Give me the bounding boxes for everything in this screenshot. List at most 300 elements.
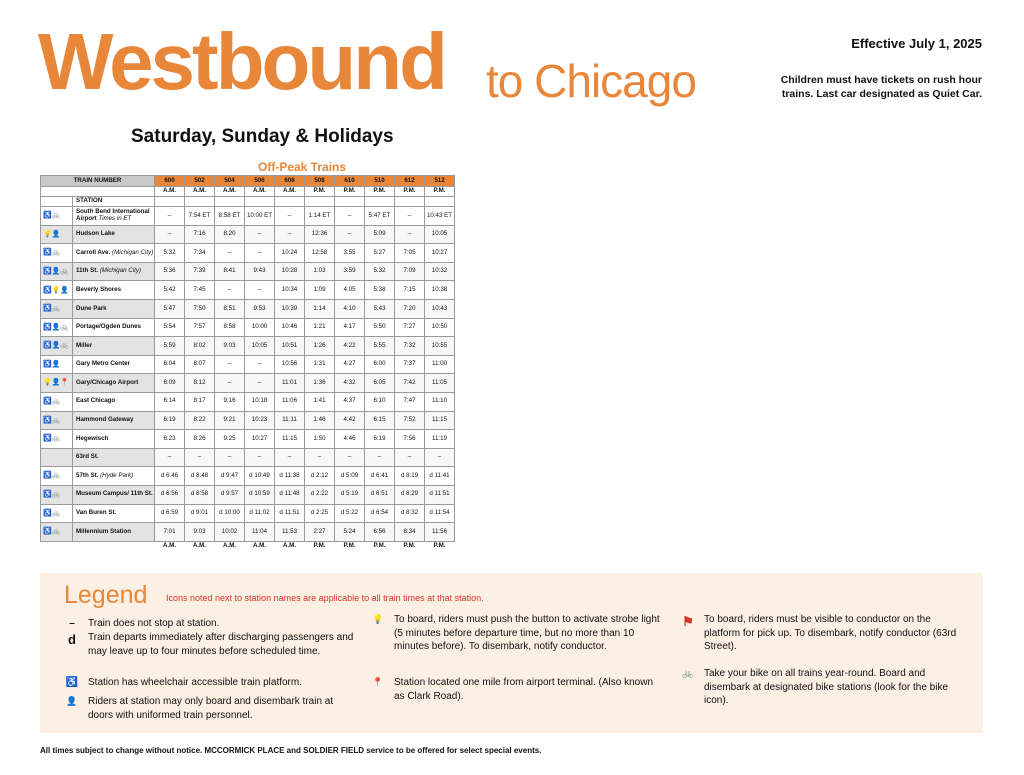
time-cell: –	[275, 207, 305, 226]
table-row	[41, 225, 455, 244]
time-cell: 1:26	[305, 337, 335, 356]
ampm-label: P.M.	[335, 187, 365, 197]
legend-text: Station has wheelchair accessible train platform.	[88, 677, 302, 688]
train-number: 608	[275, 176, 305, 187]
time-cell: 8:07	[185, 355, 215, 374]
legend-text: To board, riders must be visible to conductor on the platform for pick up. To disembark, notify conductor (63rd Street).	[704, 614, 957, 652]
time-cell: 1:09	[305, 281, 335, 300]
time-cell: –	[245, 244, 275, 263]
time-cell: 9:21	[215, 411, 245, 430]
legend-text: Station located one mile from airport terminal. (Also known as Clark Road).	[394, 677, 654, 702]
legend-item-wheelchair	[64, 676, 354, 690]
time-cell: –	[425, 448, 455, 467]
time-cell: 10:00	[245, 318, 275, 337]
time-cell: 6:15	[365, 411, 395, 430]
time-cell: –	[395, 225, 425, 244]
footer-disclaimer: All times subject to change without notice. MCCORMICK PLACE and SOLDIER FIELD service to be offered for select special events.	[40, 746, 542, 755]
time-cell: 1:46	[305, 411, 335, 430]
ampm-label: P.M.	[425, 187, 455, 197]
time-cell: –	[245, 355, 275, 374]
table-row	[41, 523, 455, 542]
time-cell: –	[365, 448, 395, 467]
time-cell: –	[215, 281, 245, 300]
time-cell: d 8:58	[185, 485, 215, 504]
legend-note: Icons noted next to station names are applicable to all train times at that station.	[166, 593, 484, 603]
time-cell: 7:56	[395, 430, 425, 449]
time-cell: 12:36	[305, 225, 335, 244]
time-cell: 7:32	[395, 337, 425, 356]
station-cell	[73, 318, 155, 337]
time-cell: 7:47	[395, 392, 425, 411]
time-cell: 10:28	[275, 262, 305, 281]
time-cell: 10:50	[425, 318, 455, 337]
time-cell: 10:46	[275, 318, 305, 337]
wheelchair-icon: ♿	[65, 677, 79, 688]
time-cell: –	[245, 374, 275, 393]
time-cell: 11:56	[425, 523, 455, 542]
time-cell: 9:43	[245, 262, 275, 281]
station-name: Gary Metro Center	[76, 360, 130, 368]
table-row	[41, 262, 455, 281]
station-cell	[73, 225, 155, 244]
time-cell: d 2:12	[305, 467, 335, 486]
time-cell: –	[155, 448, 185, 467]
time-cell: 5:27	[365, 244, 395, 263]
empty-cell	[215, 197, 245, 207]
train-number-label: TRAIN NUMBER	[41, 176, 155, 187]
train-number: 510	[365, 176, 395, 187]
schedule-table	[40, 175, 455, 551]
train-number: 512	[425, 176, 455, 187]
time-cell: 10:05	[245, 337, 275, 356]
time-cell: 6:10	[365, 392, 395, 411]
station-cell	[73, 411, 155, 430]
time-cell: 7:09	[395, 262, 425, 281]
ampm-label: A.M.	[192, 542, 207, 550]
page-title: Westbound	[38, 17, 446, 106]
station-icons: ♿👤🚲	[41, 337, 73, 356]
station-name: Miller	[76, 341, 93, 349]
table-row	[41, 207, 455, 226]
legend-item-d	[64, 631, 354, 658]
time-cell: 8:41	[215, 262, 245, 281]
station-cell	[73, 281, 155, 300]
ampm-label: P.M.	[373, 542, 386, 550]
station-name: East Chicago	[76, 397, 116, 405]
ampm-label: A.M.	[252, 542, 267, 550]
empty-cell	[275, 197, 305, 207]
legend-text: Train does not stop at station.	[88, 618, 220, 629]
time-cell: 1:50	[305, 430, 335, 449]
legend-text: Take your bike on all trains year-round. Board and disembark at designated bike stations (look for the bike icon).	[704, 668, 949, 706]
station-cell	[73, 448, 155, 467]
time-cell: 4:27	[335, 355, 365, 374]
time-cell: –	[275, 225, 305, 244]
time-cell: 10:27	[425, 244, 455, 263]
time-cell: 8:51	[215, 299, 245, 318]
station-icons	[41, 448, 73, 467]
station-icons: ♿👤	[41, 355, 73, 374]
station-cell	[73, 355, 155, 374]
dash-icon: –	[69, 618, 75, 629]
time-cell: 7:16	[185, 225, 215, 244]
time-cell: 7:05	[395, 244, 425, 263]
empty-cell	[305, 197, 335, 207]
time-cell: 10:34	[275, 281, 305, 300]
time-cell: 7:54 ET	[185, 207, 215, 226]
time-cell: 8:58	[215, 318, 245, 337]
table-row	[41, 318, 455, 337]
time-cell: 11:53	[275, 523, 305, 542]
station-name: Portage/Ogden Dunes	[76, 323, 141, 331]
station-cell	[73, 374, 155, 393]
time-cell: 10:55	[425, 337, 455, 356]
time-cell: d 6:46	[155, 467, 185, 486]
time-cell: 5:47 ET	[365, 207, 395, 226]
time-cell: 3:55	[335, 244, 365, 263]
time-cell: 8:34	[395, 523, 425, 542]
table-row	[41, 355, 455, 374]
station-cell	[73, 485, 155, 504]
table-row	[41, 374, 455, 393]
time-cell: –	[155, 207, 185, 226]
table-row	[41, 281, 455, 300]
time-cell: d 8:19	[395, 467, 425, 486]
empty-cell	[185, 197, 215, 207]
legend-item-personnel	[64, 695, 354, 722]
station-note: (Michigan City)	[112, 248, 154, 256]
ampm-row	[41, 187, 455, 197]
station-cell	[73, 299, 155, 318]
time-cell: d 11:51	[275, 504, 305, 523]
time-cell: 7:42	[395, 374, 425, 393]
time-cell: d 6:59	[155, 504, 185, 523]
time-cell: 11:04	[245, 523, 275, 542]
ampm-label: A.M.	[155, 187, 185, 197]
time-cell: 7:27	[395, 318, 425, 337]
strobe-light-icon: 💡	[372, 614, 384, 624]
station-icons: 💡👤📍	[41, 374, 73, 393]
time-cell: 4:42	[335, 411, 365, 430]
station-name: 11th St.	[76, 267, 99, 275]
empty-cell	[245, 197, 275, 207]
table-row	[41, 411, 455, 430]
time-cell: –	[215, 374, 245, 393]
time-cell: 7:57	[185, 318, 215, 337]
time-cell: –	[215, 355, 245, 374]
time-cell: 3:59	[335, 262, 365, 281]
ampm-footer-row	[41, 541, 455, 551]
time-cell: –	[395, 207, 425, 226]
time-cell: 10:51	[275, 337, 305, 356]
time-cell: 1:14 ET	[305, 207, 335, 226]
ampm-label: P.M.	[313, 542, 326, 550]
time-cell: –	[305, 448, 335, 467]
time-cell: d 9:47	[215, 467, 245, 486]
time-cell: 5:32	[155, 244, 185, 263]
time-cell: 11:05	[425, 374, 455, 393]
table-row	[41, 485, 455, 504]
legend-box	[40, 573, 983, 733]
ampm-label: A.M.	[275, 187, 305, 197]
empty-cell	[395, 197, 425, 207]
station-icons: ♿🚲	[41, 467, 73, 486]
time-cell: –	[215, 448, 245, 467]
time-cell: 5:24	[335, 523, 365, 542]
legend-item-airport	[370, 676, 660, 703]
ampm-label: A.M.	[222, 542, 237, 550]
page-title-sub: to Chicago	[486, 55, 696, 107]
time-cell: 4:32	[335, 374, 365, 393]
ampm-label: P.M.	[305, 187, 335, 197]
train-number: 612	[395, 176, 425, 187]
station-cell	[73, 337, 155, 356]
time-cell: 10:27	[245, 430, 275, 449]
time-cell: 11:01	[275, 374, 305, 393]
time-cell: 4:10	[335, 299, 365, 318]
ampm-label: P.M.	[343, 542, 356, 550]
time-cell: d 11:02	[245, 504, 275, 523]
time-cell: –	[245, 281, 275, 300]
ampm-blank	[41, 187, 155, 197]
off-peak-label: Off-Peak Trains	[258, 160, 347, 174]
time-cell: 6:56	[365, 523, 395, 542]
time-cell: 10:43 ET	[425, 207, 455, 226]
time-cell: 5:55	[365, 337, 395, 356]
time-cell: 9:25	[215, 430, 245, 449]
time-cell: d 5:22	[335, 504, 365, 523]
station-cell	[73, 430, 155, 449]
time-cell: 8:02	[185, 337, 215, 356]
time-cell: 5:32	[365, 262, 395, 281]
ampm-label: A.M.	[185, 187, 215, 197]
time-cell: 8:26	[185, 430, 215, 449]
station-icons: ♿👤🚲	[41, 318, 73, 337]
time-cell: –	[275, 448, 305, 467]
time-cell: 11:15	[425, 411, 455, 430]
station-name: Dune Park	[76, 304, 107, 312]
time-cell: d 11:51	[425, 485, 455, 504]
ticket-notice: Children must have tickets on rush hour trains. Last car designated as Quiet Car.	[780, 74, 982, 100]
legend-text: To board, riders must push the button to activate strobe light (5 minutes before departure time, but no more than 10 minutes before). To disembark, notify conductor.	[394, 614, 660, 652]
station-note: Times in ET	[98, 214, 132, 222]
time-cell: 6:09	[155, 374, 185, 393]
time-cell: 6:05	[365, 374, 395, 393]
flag-icon: ⚑	[682, 614, 694, 629]
station-name: Museum Campus/ 11th St.	[76, 490, 153, 498]
legend-item-dash	[64, 617, 354, 631]
time-cell: –	[245, 225, 275, 244]
time-cell: 6:23	[155, 430, 185, 449]
time-cell: 1:36	[305, 374, 335, 393]
legend-item-flag	[680, 613, 960, 654]
time-cell: 7:52	[395, 411, 425, 430]
station-name: South Bend International Airport	[76, 208, 150, 222]
time-cell: 4:37	[335, 392, 365, 411]
time-cell: 10:43	[425, 299, 455, 318]
time-cell: 5:50	[365, 318, 395, 337]
station-name: Hudson Lake	[76, 230, 115, 238]
time-cell: 10:05	[425, 225, 455, 244]
train-number-row	[41, 176, 455, 187]
station-icons: ♿🚲	[41, 523, 73, 542]
station-cell	[73, 262, 155, 281]
station-name: Hammond Gateway	[76, 416, 134, 424]
time-cell: 9:03	[185, 523, 215, 542]
table-row	[41, 299, 455, 318]
table-row	[41, 448, 455, 467]
effective-date: Effective July 1, 2025	[851, 36, 982, 51]
time-cell: 1:21	[305, 318, 335, 337]
legend-item-strobe	[370, 613, 660, 654]
time-cell: 9:53	[245, 299, 275, 318]
time-cell: 10:18	[245, 392, 275, 411]
time-cell: 10:02	[215, 523, 245, 542]
time-cell: 1:31	[305, 355, 335, 374]
empty-cell	[155, 197, 185, 207]
train-number: 600	[155, 176, 185, 187]
time-cell: 5:09	[365, 225, 395, 244]
station-cell	[73, 244, 155, 263]
station-icons: ♿👤🚲	[41, 262, 73, 281]
station-label: STATION	[73, 197, 155, 207]
station-icons: 💡👤	[41, 225, 73, 244]
time-cell: d 8:32	[395, 504, 425, 523]
time-cell: 9:16	[215, 392, 245, 411]
time-cell: d 11:38	[275, 467, 305, 486]
time-cell: d 8:48	[185, 467, 215, 486]
time-cell: 7:15	[395, 281, 425, 300]
time-cell: 5:42	[155, 281, 185, 300]
station-icons: ♿🚲	[41, 504, 73, 523]
table-row	[41, 392, 455, 411]
time-cell: 1:14	[305, 299, 335, 318]
time-cell: 6:04	[155, 355, 185, 374]
legend-item-bike	[680, 667, 960, 708]
time-cell: d 8:29	[395, 485, 425, 504]
time-cell: 11:10	[425, 392, 455, 411]
time-cell: 1:03	[305, 262, 335, 281]
time-cell: 10:23	[245, 411, 275, 430]
time-cell: 8:20	[215, 225, 245, 244]
bike-icon: 🚲	[682, 668, 694, 678]
time-cell: 7:39	[185, 262, 215, 281]
time-cell: d 5:19	[335, 485, 365, 504]
time-cell: 8:22	[185, 411, 215, 430]
time-cell: 11:15	[275, 430, 305, 449]
table-row	[41, 504, 455, 523]
time-cell: 5:43	[365, 299, 395, 318]
time-cell: 6:19	[365, 430, 395, 449]
time-cell: 6:00	[365, 355, 395, 374]
time-cell: 2:27	[305, 523, 335, 542]
time-cell: –	[155, 225, 185, 244]
train-number: 508	[305, 176, 335, 187]
time-cell: –	[335, 225, 365, 244]
time-cell: –	[245, 448, 275, 467]
time-cell: 7:20	[395, 299, 425, 318]
table-row	[41, 467, 455, 486]
time-cell: d 11:41	[425, 467, 455, 486]
table-row	[41, 337, 455, 356]
time-cell: d 6:56	[155, 485, 185, 504]
time-cell: 11:06	[275, 392, 305, 411]
station-icons: ♿🚲	[41, 485, 73, 504]
table-row	[41, 244, 455, 263]
time-cell: 4:17	[335, 318, 365, 337]
train-number: 506	[245, 176, 275, 187]
time-cell: d 10:59	[245, 485, 275, 504]
station-name: Hegewisch	[76, 434, 109, 442]
ampm-label: A.M.	[162, 542, 177, 550]
time-cell: –	[335, 207, 365, 226]
time-cell: d 2:25	[305, 504, 335, 523]
time-cell: d 6:51	[365, 485, 395, 504]
time-cell: 7:37	[395, 355, 425, 374]
time-cell: 4:05	[335, 281, 365, 300]
time-cell: 11:11	[275, 411, 305, 430]
time-cell: 7:45	[185, 281, 215, 300]
time-cell: 10:39	[275, 299, 305, 318]
ampm-label: A.M.	[245, 187, 275, 197]
time-cell: 1:41	[305, 392, 335, 411]
time-cell: 7:34	[185, 244, 215, 263]
time-cell: 12:58	[305, 244, 335, 263]
train-number: 502	[185, 176, 215, 187]
ampm-label: A.M.	[282, 542, 297, 550]
time-cell: 8:17	[185, 392, 215, 411]
time-cell: 10:32	[425, 262, 455, 281]
d-icon: d	[68, 632, 76, 647]
ampm-label: P.M.	[403, 542, 416, 550]
station-cell	[73, 467, 155, 486]
station-name: Carroll Ave.	[76, 248, 111, 256]
time-cell: 10:56	[275, 355, 305, 374]
time-cell: d 2:22	[305, 485, 335, 504]
time-cell: –	[215, 244, 245, 263]
station-icons: ♿🚲	[41, 430, 73, 449]
station-icons: ♿🚲	[41, 299, 73, 318]
station-cell	[73, 504, 155, 523]
time-cell: d 5:09	[335, 467, 365, 486]
station-icons: ♿💡👤	[41, 281, 73, 300]
time-cell: d 11:48	[275, 485, 305, 504]
time-cell: 10:00 ET	[245, 207, 275, 226]
time-cell: d 10:49	[245, 467, 275, 486]
station-icons: ♿🚲	[41, 411, 73, 430]
station-name: Millennium Station	[76, 527, 131, 535]
time-cell: 5:36	[155, 262, 185, 281]
time-cell: d 6:54	[365, 504, 395, 523]
station-icons: ♿🚲	[41, 244, 73, 263]
time-cell: 8:58 ET	[215, 207, 245, 226]
station-cell	[73, 207, 155, 226]
ampm-label: A.M.	[215, 187, 245, 197]
station-header-blank	[41, 197, 73, 207]
station-name: 63rd St.	[76, 453, 99, 461]
station-icons: ♿🚲	[41, 207, 73, 226]
station-name: 57th St.	[76, 471, 99, 479]
station-name: Gary/Chicago Airport	[76, 378, 139, 386]
time-cell: 10:38	[425, 281, 455, 300]
time-cell: 5:54	[155, 318, 185, 337]
ampm-label: P.M.	[395, 187, 425, 197]
legend-text: Train departs immediately after discharging passengers and may leave up to four minutes before scheduled time.	[88, 632, 354, 657]
time-cell: 4:46	[335, 430, 365, 449]
time-cell: d 10:00	[215, 504, 245, 523]
legend-text: Riders at station may only board and disembark train at doors with uniformed train personnel.	[88, 696, 334, 721]
time-cell: –	[395, 448, 425, 467]
